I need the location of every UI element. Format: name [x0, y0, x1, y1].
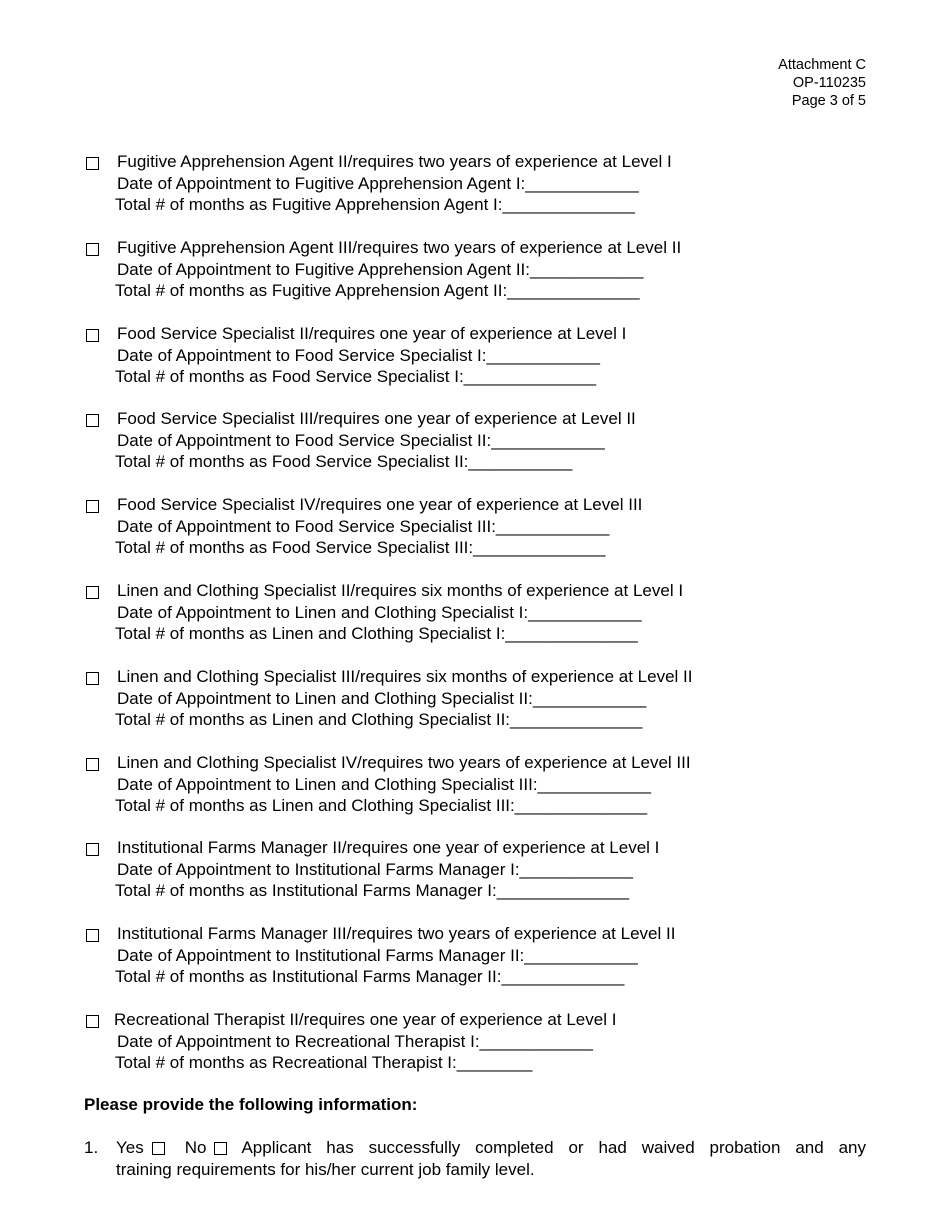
months-total-line[interactable]: Total # of months as Linen and Clothing Specialist III:______________: [115, 795, 648, 815]
months-total-line[interactable]: Total # of months as Food Service Specialist II:___________: [115, 452, 573, 472]
position-item: [84, 151, 874, 237]
position-checkbox[interactable]: [86, 157, 99, 170]
position-checkbox[interactable]: [86, 672, 99, 685]
question-statement-continued: training requirements for his/her current job family level.: [116, 1160, 535, 1179]
position-item: [84, 323, 874, 409]
months-total-line[interactable]: Total # of months as Fugitive Apprehension Agent II:______________: [115, 280, 640, 300]
appointment-date-line[interactable]: Date of Appointment to Fugitive Apprehension Agent II:____________: [117, 259, 644, 279]
position-item: [84, 923, 874, 1009]
position-list: [84, 151, 874, 1095]
position-checkbox[interactable]: [86, 758, 99, 771]
position-title: Recreational Therapist II/requires one year of experience at Level I: [114, 1009, 617, 1029]
question-statement: Applicant has successfully completed or had waived probation and any: [241, 1138, 866, 1157]
document-number: OP-110235: [792, 75, 866, 91]
months-total-line[interactable]: Total # of months as Institutional Farms Manager II:_____________: [115, 967, 625, 987]
no-label: No: [184, 1138, 207, 1157]
position-title: Institutional Farms Manager III/requires two years of experience at Level II: [117, 924, 676, 944]
position-item: [84, 580, 874, 666]
position-checkbox[interactable]: [86, 929, 99, 942]
position-item: [84, 494, 874, 580]
position-checkbox[interactable]: [86, 329, 99, 342]
months-total-line[interactable]: Total # of months as Food Service Specialist I:______________: [115, 366, 597, 386]
yes-checkbox[interactable]: [152, 1142, 165, 1155]
question-number: 1.: [84, 1138, 99, 1157]
appointment-date-line[interactable]: Date of Appointment to Food Service Specialist III:____________: [117, 517, 610, 537]
position-item: [84, 408, 874, 494]
question-row: [116, 1137, 866, 1159]
position-checkbox[interactable]: [86, 586, 99, 599]
appointment-date-line[interactable]: Date of Appointment to Linen and Clothing Specialist III:____________: [117, 774, 651, 794]
position-checkbox[interactable]: [86, 243, 99, 256]
position-title: Linen and Clothing Specialist II/requires six months of experience at Level I: [117, 580, 684, 600]
months-total-line[interactable]: Total # of months as Recreational Therapist I:________: [115, 1052, 533, 1072]
position-title: Institutional Farms Manager II/requires one year of experience at Level I: [117, 838, 660, 858]
months-total-line[interactable]: Total # of months as Fugitive Apprehension Agent I:______________: [115, 195, 635, 214]
appointment-date-line[interactable]: Date of Appointment to Food Service Specialist I:____________: [117, 345, 600, 365]
yes-label: Yes: [116, 1138, 144, 1157]
months-total-line[interactable]: Total # of months as Food Service Specialist III:______________: [115, 538, 606, 558]
months-total-line[interactable]: Total # of months as Institutional Farms Manager I:______________: [115, 881, 630, 901]
position-title: Fugitive Apprehension Agent II/requires two years of experience at Level I: [117, 152, 672, 171]
position-item: [84, 837, 874, 923]
position-checkbox[interactable]: [86, 843, 99, 856]
appointment-date-line[interactable]: Date of Appointment to Institutional Farms Manager II:____________: [117, 946, 638, 966]
document-header: [778, 56, 866, 110]
appointment-date-line[interactable]: Date of Appointment to Recreational Therapist I:____________: [117, 1031, 594, 1051]
position-item: [84, 752, 874, 838]
months-total-line[interactable]: Total # of months as Linen and Clothing Specialist I:______________: [115, 623, 638, 643]
position-title: Food Service Specialist IV/requires one year of experience at Level III: [117, 495, 643, 515]
position-item: [84, 237, 874, 323]
position-item: [84, 1009, 874, 1095]
appointment-date-line[interactable]: Date of Appointment to Institutional Farms Manager I:____________: [117, 860, 633, 880]
position-checkbox[interactable]: [86, 500, 99, 513]
attachment-label: Attachment C: [778, 57, 866, 73]
appointment-date-line[interactable]: Date of Appointment to Fugitive Apprehension Agent I:____________: [117, 174, 639, 193]
months-total-line[interactable]: Total # of months as Linen and Clothing Specialist II:______________: [115, 709, 643, 729]
no-checkbox[interactable]: [214, 1142, 227, 1155]
appointment-date-line[interactable]: Date of Appointment to Linen and Clothing Specialist I:____________: [117, 602, 642, 622]
page-number: Page 3 of 5: [791, 93, 866, 109]
appointment-date-line[interactable]: Date of Appointment to Food Service Specialist II:____________: [117, 431, 605, 451]
position-checkbox[interactable]: [86, 1015, 99, 1028]
position-title: Food Service Specialist III/requires one year of experience at Level II: [117, 409, 636, 429]
position-title: Linen and Clothing Specialist III/requires six months of experience at Level II: [117, 666, 693, 686]
position-title: Fugitive Apprehension Agent III/requires two years of experience at Level II: [117, 237, 682, 257]
appointment-date-line[interactable]: Date of Appointment to Linen and Clothing Specialist II:____________: [117, 688, 647, 708]
position-item: [84, 666, 874, 752]
info-section-title: Please provide the following information:: [84, 1095, 418, 1114]
position-checkbox[interactable]: [86, 414, 99, 427]
position-title: Food Service Specialist II/requires one year of experience at Level I: [117, 323, 627, 343]
position-title: Linen and Clothing Specialist IV/requires two years of experience at Level III: [117, 752, 691, 772]
